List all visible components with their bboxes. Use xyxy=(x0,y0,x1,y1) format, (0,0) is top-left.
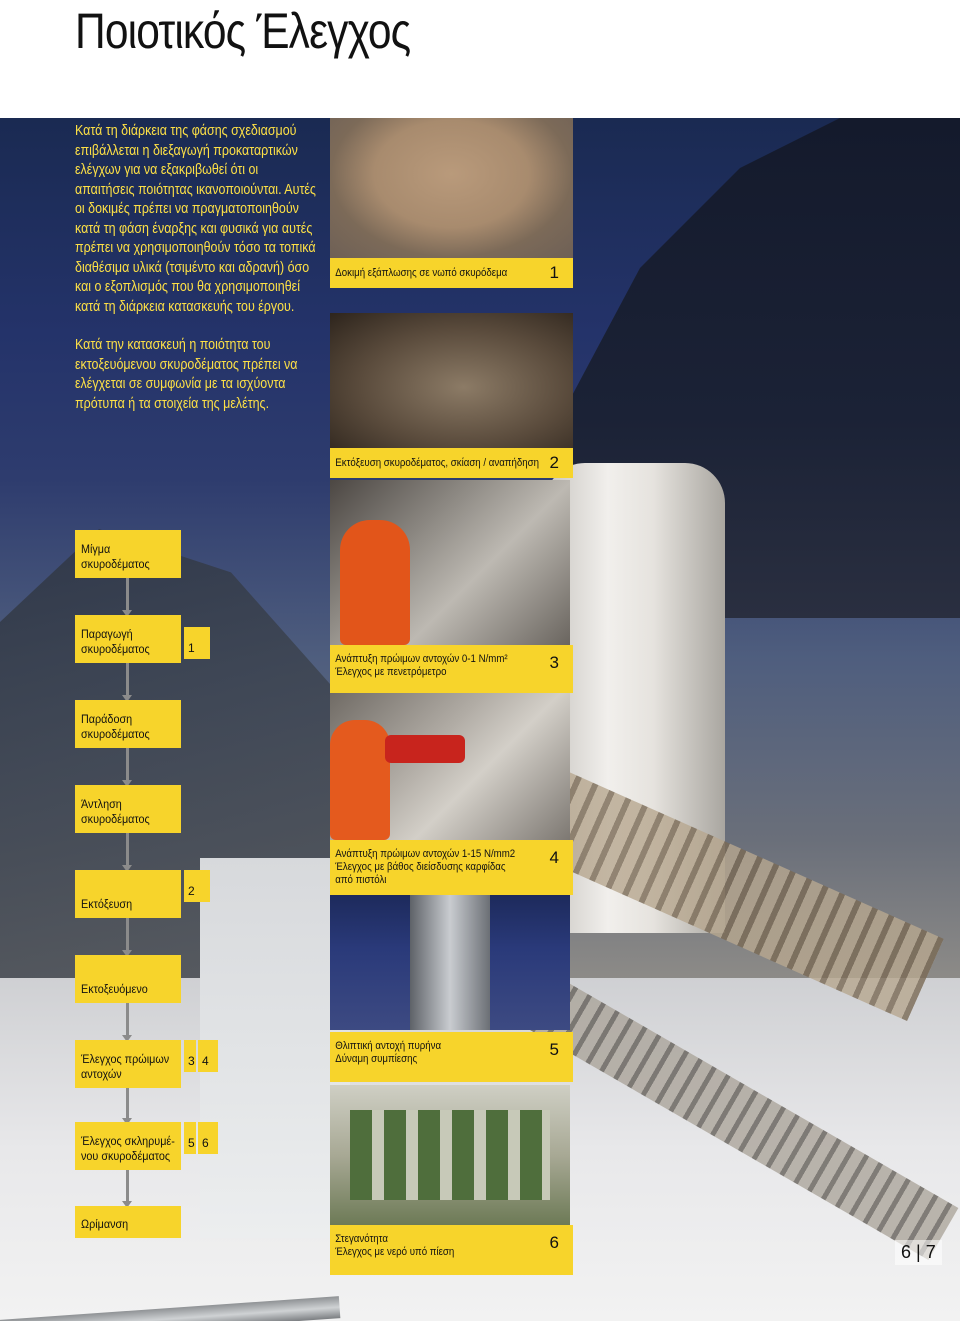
flow-step-hardened-concrete xyxy=(75,1122,181,1170)
intro-paragraph-1: Κατά τη διάρκεια της φάσης σχεδιασμού επιβάλλεται η διεξαγωγή προκαταρτικών ελέγχων για να εξακριβωθεί ότι οι απαιτήσεις ποιότητας ικανοποιούνται. Αυτές οι δοκιμές πρέπει να πραγματοποιηθούν κατά τη φάση έναρξης και φυσικά για αυτές πρέπει να χρησιμοποιηθούν τόσο τα τοπικά διαθέσιμα υλικά (τσιμέντο και αδρανή) όσο και ο εξοπλισμός που θα χρησιμοποιηθεί κατά τη διάρκεια κατασκευής του έργου. xyxy=(75,123,316,315)
caption-text xyxy=(330,1032,529,1066)
caption-text xyxy=(330,645,529,679)
caption-line: Δύναμη συμπίεσης xyxy=(335,1053,418,1065)
flow-label xyxy=(81,542,182,572)
flow-label-line-2: σκυροδέματος xyxy=(81,812,150,826)
caption-number: 5 xyxy=(549,1040,559,1059)
flow-label-line-2: σκυροδέματος xyxy=(81,642,150,656)
photo-penetrometer-test xyxy=(330,480,570,645)
flow-step-delivery xyxy=(75,700,181,748)
caption-4 xyxy=(330,840,573,895)
flow-step-pumping xyxy=(75,785,181,833)
caption-line: Έλεγχος με νερό υπό πίεση xyxy=(335,1246,455,1258)
flow-label xyxy=(81,797,182,827)
caption-number: 2 xyxy=(549,453,559,472)
flow-label-line-1: Μίγμα xyxy=(81,542,111,556)
flow-step-sprayed-concrete xyxy=(75,955,181,1003)
caption-1 xyxy=(330,258,573,288)
flow-ref-tag xyxy=(184,1122,196,1154)
flow-ref-number: 2 xyxy=(188,884,195,898)
flow-label-line-1: Παραγωγή xyxy=(81,627,133,641)
flow-label xyxy=(81,712,182,742)
caption-number: 1 xyxy=(549,263,559,282)
caption-line: από πιστόλι xyxy=(335,874,387,886)
caption-number: 4 xyxy=(549,848,559,867)
press-machine xyxy=(410,895,490,1030)
flow-label-line-2: σκυροδέματος xyxy=(81,557,150,571)
caption-number: 3 xyxy=(549,653,559,672)
flow-label-line-2: αντοχών xyxy=(81,1067,122,1081)
flow-ref-tag xyxy=(184,627,210,659)
photo-compression-press xyxy=(330,895,570,1030)
flow-ref-tag xyxy=(184,1040,196,1072)
flow-step-mix xyxy=(75,530,181,578)
caption-text xyxy=(330,840,529,887)
flow-ref-number: 6 xyxy=(202,1136,209,1150)
flow-ref-number: 5 xyxy=(188,1136,195,1150)
flow-label xyxy=(81,1217,182,1232)
intro-text xyxy=(75,122,320,414)
photo-shotcrete-spraying xyxy=(330,313,573,448)
flow-arrow xyxy=(126,833,129,867)
flow-step-production xyxy=(75,615,181,663)
flow-ref-number: 4 xyxy=(202,1054,209,1068)
building xyxy=(200,858,350,1238)
nail-gun xyxy=(385,735,465,763)
flow-label-line-1: Έλεγχος σκληρυμέ- xyxy=(81,1134,175,1148)
flow-arrow xyxy=(126,1003,129,1037)
flow-arrow xyxy=(126,1088,129,1120)
flow-label xyxy=(81,1052,182,1082)
photo-slump-test xyxy=(330,118,573,258)
caption-5 xyxy=(330,1032,573,1082)
flow-ref-number: 1 xyxy=(188,641,195,655)
worker-figure xyxy=(340,520,410,645)
flow-ref-tag xyxy=(198,1040,218,1072)
flow-label-line-2: νου σκυροδέματος xyxy=(81,1149,171,1163)
flow-step-spraying xyxy=(75,870,181,918)
caption-text xyxy=(330,1225,529,1259)
caption-line: Ανάπτυξη πρώιμων αντοχών 1-15 N/mm2 xyxy=(335,848,516,860)
test-machines xyxy=(350,1110,550,1200)
intro-paragraph-2: Κατά την κατασκευή η ποιότητα του εκτοξευόμενου σκυροδέματος πρέπει να ελέγχεται σε συμφωνία με τα ισχύοντα πρότυπα ή τα στοιχεία της μελέτης. xyxy=(75,337,298,412)
caption-line: Έλεγχος με βάθος διείσδυσης καρφίδας xyxy=(335,861,506,873)
caption-3 xyxy=(330,645,573,693)
flow-step-early-strength xyxy=(75,1040,181,1088)
flow-arrow xyxy=(126,748,129,782)
flow-ref-number: 3 xyxy=(188,1054,195,1068)
caption-6 xyxy=(330,1225,573,1275)
flow-label-line-2: Εκτοξευόμενο xyxy=(81,982,148,996)
flow-ref-tag xyxy=(184,870,210,902)
flow-label-line-2: Εκτόξευση xyxy=(81,897,133,911)
caption-2 xyxy=(330,448,573,478)
flow-arrow xyxy=(126,918,129,952)
flow-arrow xyxy=(126,1170,129,1203)
flow-label xyxy=(81,982,182,997)
caption-text: Δοκιμή εξάπλωσης σε νωπό σκυρόδεμα xyxy=(335,267,508,279)
flow-label xyxy=(81,897,182,912)
flow-label-line-2: σκυροδέματος xyxy=(81,727,150,741)
photo-water-pressure-test xyxy=(330,1085,570,1225)
caption-number: 6 xyxy=(549,1233,559,1252)
caption-line: Θλιπτική αντοχή πυρήνα xyxy=(335,1040,442,1052)
flow-label-line-1: Έλεγχος πρώιμων xyxy=(81,1052,170,1066)
worker-figure xyxy=(330,720,390,840)
flow-step-curing xyxy=(75,1206,181,1238)
page-title: Ποιοτικός Έλεγχος xyxy=(75,3,411,59)
caption-line: Στεγανότητα xyxy=(335,1233,388,1245)
flow-ref-tag xyxy=(198,1122,218,1154)
flow-label xyxy=(81,1134,182,1164)
flow-label xyxy=(81,627,182,657)
page-numbers: 6 | 7 xyxy=(895,1240,942,1265)
caption-line: Έλεγχος με πενετρόμετρο xyxy=(335,666,447,678)
photo-nail-gun-test xyxy=(330,690,570,840)
flow-arrow xyxy=(126,663,129,697)
flow-label-line-2: Ωρίμανση xyxy=(81,1217,129,1231)
flow-arrow xyxy=(126,578,129,612)
flow-label-line-1: Παράδοση xyxy=(81,712,133,726)
caption-text: Εκτόξευση σκυροδέματος, σκίαση / αναπήδηση xyxy=(335,457,539,469)
flow-label-line-1: Άντληση xyxy=(81,797,122,811)
caption-line: Ανάπτυξη πρώιμων αντοχών 0-1 N/mm² xyxy=(335,653,508,665)
